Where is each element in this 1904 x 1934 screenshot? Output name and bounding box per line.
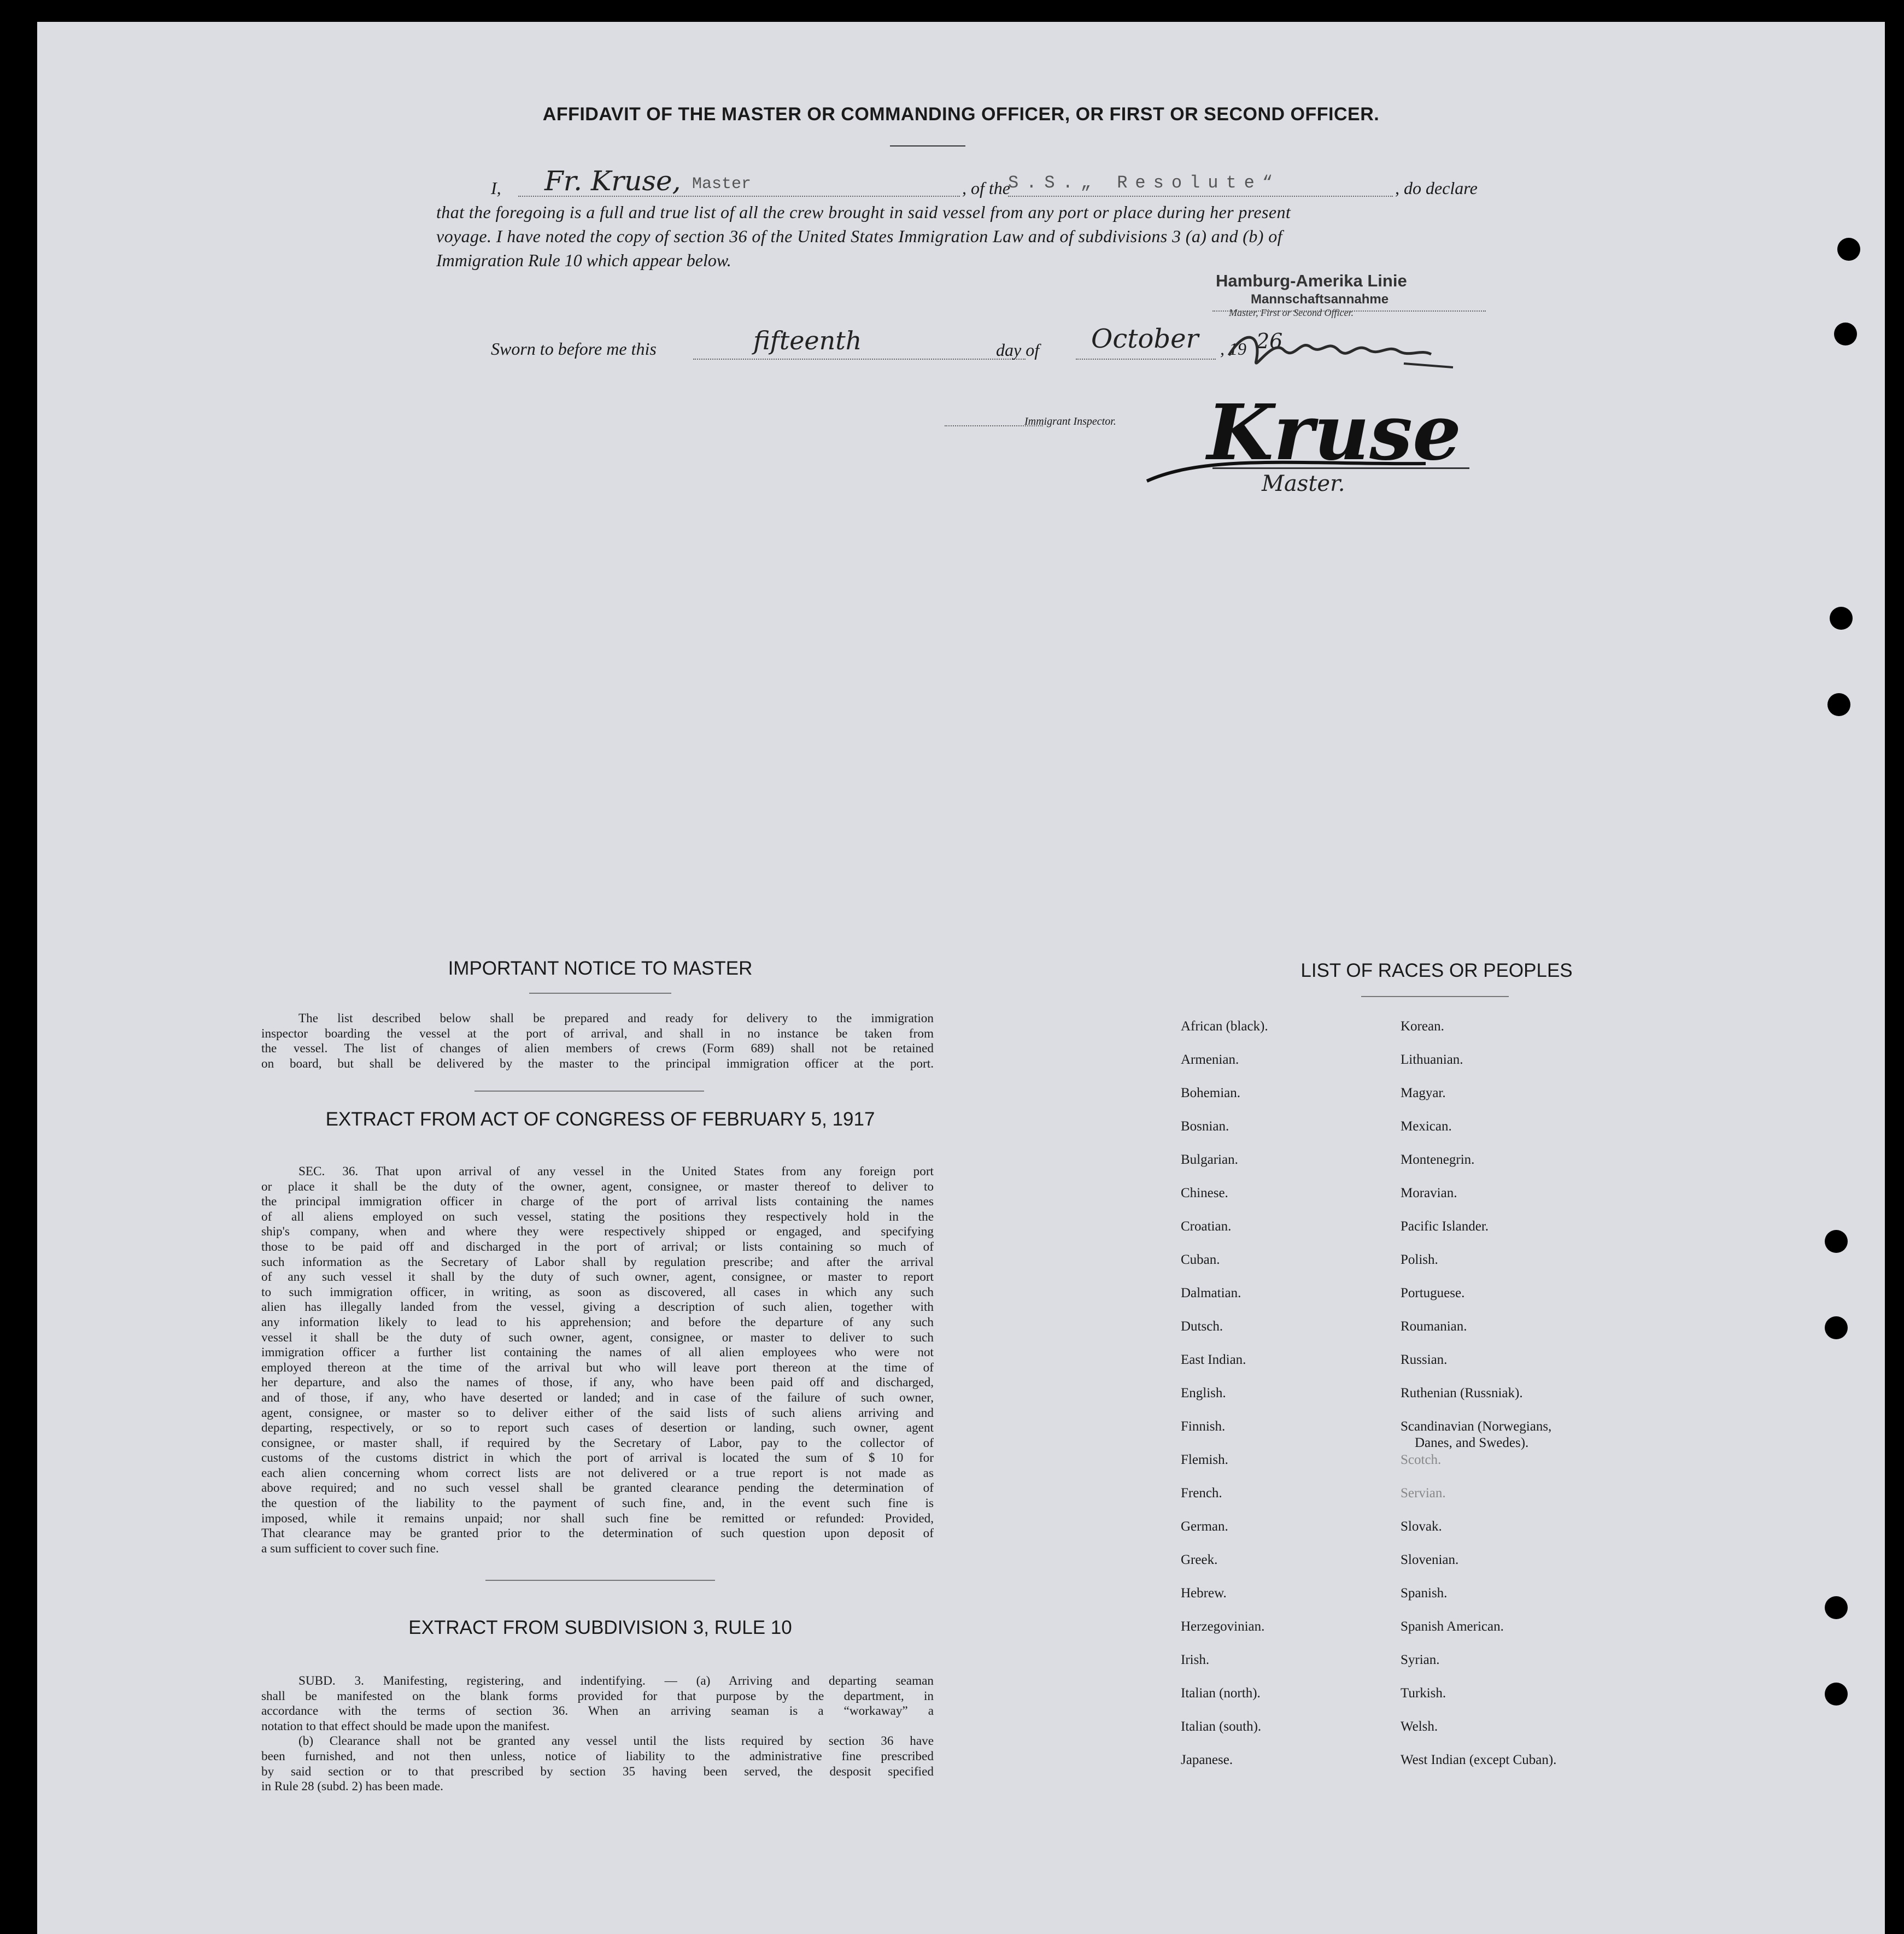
race-item: Italian (north). [1181,1686,1261,1701]
race-item: Finnish. [1181,1419,1226,1434]
race-item: Servian. [1401,1486,1446,1501]
race-item: Slovenian. [1401,1552,1459,1567]
act-line: and of those, if any, who have deserted or landed; and in case of the failure of such owner, [261,1390,934,1405]
day-handwritten: fifteenth [753,326,862,355]
punch-hole [1825,1596,1848,1619]
punch-hole [1837,238,1860,261]
race-item: Spanish. [1401,1586,1448,1601]
race-item: Croatian. [1181,1219,1232,1234]
master-signature-text: Kruse [1207,388,1462,478]
race-item: Syrian. [1401,1652,1440,1667]
of-the-label: , of the [962,178,1010,198]
act-text [261,1164,934,1556]
sworn-label: Sworn to before me this [491,339,657,359]
races-title: LIST OF RACES OR PEOPLES [1300,960,1573,981]
do-declare-label: , do declare [1395,178,1478,198]
race-item: Bosnian. [1181,1119,1229,1134]
race-item: Magyar. [1401,1086,1446,1100]
race-item: Turkish. [1401,1686,1446,1701]
race-item: Polish. [1401,1252,1438,1267]
race-item: Slovak. [1401,1519,1442,1534]
notice-title: IMPORTANT NOTICE TO MASTER [448,958,753,979]
punch-hole [1825,1316,1848,1339]
race-item: Welsh. [1401,1719,1438,1734]
affidavit-line-2: that the foregoing is a full and true list of all the crew brought in said vessel from any port or place during her present [436,202,1291,222]
rule-line: accordance with the terms of section 36. When an arriving seaman is a “workaway” a [261,1704,934,1719]
master-title-typed: Master [692,175,752,194]
master-handwritten: Master. [1262,471,1345,496]
notice-line: inspector boarding the vessel at the port of arrival, and shall in no instance be taken from [261,1026,934,1041]
rule-line: shall be manifested on the blank forms provided for that purpose by the department, in [261,1689,934,1703]
notice-line: the vessel. The list of changes of alien members of crews (Form 689) shall not be retained [261,1041,934,1056]
race-item: Bohemian. [1181,1086,1241,1100]
race-item: Flemish. [1181,1452,1228,1467]
act-title: EXTRACT FROM ACT OF CONGRESS OF FEBRUARY 5, 1917 [325,1109,875,1130]
act-line: or place it shall be the duty of the owner, agent, consignee, or master thereof to deliver to [261,1179,934,1194]
races-rule [1361,996,1509,997]
race-item: Hebrew. [1181,1586,1227,1601]
act-line: her departure, and also the names of those, if any, who have been paid off and discharged, [261,1375,934,1390]
master-signature-line [1212,467,1469,469]
master-name-handwritten: Fr. Kruse, [544,165,681,197]
company-stamp-line-1: Hamburg-Amerika Linie [1216,271,1407,290]
race-item: Montenegrin. [1401,1152,1475,1167]
race-item: German. [1181,1519,1228,1534]
race-item: East Indian. [1181,1352,1246,1367]
vessel-name-typed: S.S.„ Resolute“ [1008,173,1281,193]
punch-hole [1825,1230,1848,1253]
act-line: customs of the customs district in which the port of arrival is located the sum of $ 10 for [261,1451,934,1466]
race-item: Greek. [1181,1552,1218,1567]
year-prefix: , 19 [1220,339,1246,359]
rule-line: SUBD. 3. Manifesting, registering, and indentifying. — (a) Arriving and departing seaman [298,1674,934,1688]
act-line: of any such vessel it shall by the duty of such owner, agent, consignee, or master to report [261,1270,934,1285]
race-item: Lithuanian. [1401,1052,1463,1067]
punch-hole [1834,323,1857,345]
year-handwritten: 26 [1256,329,1283,353]
race-item: Chinese. [1181,1186,1228,1200]
rule-extract-rule-top [485,1580,715,1581]
race-item: Dutsch. [1181,1319,1223,1334]
affidavit-i-label: I, [491,178,501,198]
rule-extract-text [261,1674,934,1795]
race-item: African (black). [1181,1019,1268,1034]
title-underline [890,145,965,146]
race-item: French. [1181,1486,1222,1501]
notice-line: The list described below shall be prepared and ready for delivery to the immigration [298,1011,934,1025]
act-line: vessel it shall be the duty of such owner, agent, consignee, or master to deliver to such [261,1330,934,1345]
notice-line: on board, but shall be delivered by the master to the principal immigration officer at the port. [261,1056,934,1071]
inspector-caption: Immigrant Inspector. [1024,415,1116,427]
act-rule-top [474,1091,704,1092]
act-line: each alien concerning whom correct lists are not delivered or a true report is not made as [261,1466,934,1480]
act-line: those to be paid off and discharged in the port of arrival; or lists containing so much of [261,1239,934,1254]
act-line: the question of the liability to the payment of such fine, and, in the event such fine is [261,1496,934,1511]
act-line: alien has illegally landed from the vessel, giving a description of such alien, together with [261,1300,934,1315]
notice-text [261,1011,934,1071]
rule-line: by said section or to that prescribed by section 35 having been served, the desposit specified [261,1764,934,1779]
act-line: of all aliens employed on such vessel, stating the positions they respectively hold in the [261,1209,934,1224]
race-item: Roumanian. [1401,1319,1467,1334]
act-line: the principal immigration officer in charge of the port of arrival lists containing the names [261,1194,934,1209]
race-item: Spanish American. [1401,1619,1504,1634]
affidavit-line-4: Immigration Rule 10 which appear below. [436,250,731,270]
month-handwritten: October [1091,324,1199,354]
officer-signature-scrawl [1223,317,1458,377]
act-line: agent, consignee, or master so to deliver either of the said lists of such aliens arriving and [261,1405,934,1420]
act-line: immigration officer a further list containing the names of all alien employees who were not [261,1345,934,1360]
rule-line: been furnished, and not then unless, notice of liability to the administrative fine prescribed [261,1749,934,1763]
vessel-blank-line [1008,196,1393,197]
act-line: such information as the Secretary of Labor shall by regulation prescribe; and after the arrival [261,1255,934,1269]
punch-hole [1825,1683,1848,1706]
race-item: Bulgarian. [1181,1152,1238,1167]
day-blank-line [693,359,1026,360]
act-line: departing, respectively, or so to report such cases of desertion or landing, such owner, agent [261,1421,934,1435]
race-item: Italian (south). [1181,1719,1262,1734]
race-item: Armenian. [1181,1052,1239,1067]
act-line: imposed, while it remains unpaid; nor shall such fine be remitted or refunded: Provided, [261,1511,934,1526]
act-line: above required; and no such vessel shall be granted clearance pending the determination of [261,1481,934,1496]
race-item: Scotch. [1401,1452,1442,1467]
race-item: Pacific Islander. [1401,1219,1489,1234]
act-line: That clearance may be granted prior to the determination of such question upon deposit of [261,1526,934,1541]
act-line: a sum sufficient to cover such fine. [261,1541,439,1556]
punch-hole [1827,693,1850,716]
race-item: Ruthenian (Russniak). [1401,1386,1523,1400]
affidavit-line-3: voyage. I have noted the copy of section 36 of the United States Immigration Law and of subdivisions 3 (a) and (b) of [436,226,1282,246]
race-item: Irish. [1181,1652,1210,1667]
rule-line: notation to that effect should be made upon the manifest. [261,1719,550,1733]
notice-rule [529,993,671,994]
act-line: consignee, or master shall, if required by the Secretary of Labor, pay to the collector of [261,1435,934,1450]
punch-hole [1830,607,1853,630]
race-item: Portuguese. [1401,1286,1465,1300]
race-item: Cuban. [1181,1252,1220,1267]
race-item: Herzegovinian. [1181,1619,1265,1634]
race-item: English. [1181,1386,1226,1400]
affidavit-title: AFFIDAVIT OF THE MASTER OR COMMANDING OFFICER, OR FIRST OR SECOND OFFICER. [542,104,1380,125]
rule-extract-title: EXTRACT FROM SUBDIVISION 3, RULE 10 [408,1617,792,1638]
day-of-label: day of [996,340,1040,360]
race-item: Danes, and Swedes). [1415,1435,1529,1450]
officer-caption: Master, First or Second Officer. [1229,307,1354,318]
race-item: Dalmatian. [1181,1286,1241,1300]
month-blank-line [1076,359,1216,360]
act-line: SEC. 36. That upon arrival of any vessel in the United States from any foreign port [298,1164,934,1179]
act-line: any information likely to lead to his apprehension; and before the departure of any such [261,1315,934,1329]
rule-line: (b) Clearance shall not be granted any vessel until the lists required by section 36 have [298,1734,934,1749]
race-item: Mexican. [1401,1119,1452,1134]
name-blank-line [518,196,960,197]
race-item: Korean. [1401,1019,1444,1034]
rule-line: in Rule 28 (subd. 2) has been made. [261,1779,443,1794]
race-item: Scandinavian (Norwegians, [1401,1419,1552,1434]
race-item: Moravian. [1401,1186,1457,1200]
company-stamp-line-2: Mannschaftsannahme [1251,292,1389,307]
act-line: ship's company, when and where they were respectively shipped or engaged, and specifying [261,1224,934,1239]
race-item: West Indian (except Cuban). [1401,1753,1557,1767]
race-item: Japanese. [1181,1753,1233,1767]
race-item: Russian. [1401,1352,1448,1367]
act-line: to such immigration officer, in writing, as soon as discovered, all cases in which any such [261,1285,934,1299]
document-page [37,22,1885,1934]
act-line: employed thereon at the time of the arrival but who will leave port thereon at the time of [261,1360,934,1375]
